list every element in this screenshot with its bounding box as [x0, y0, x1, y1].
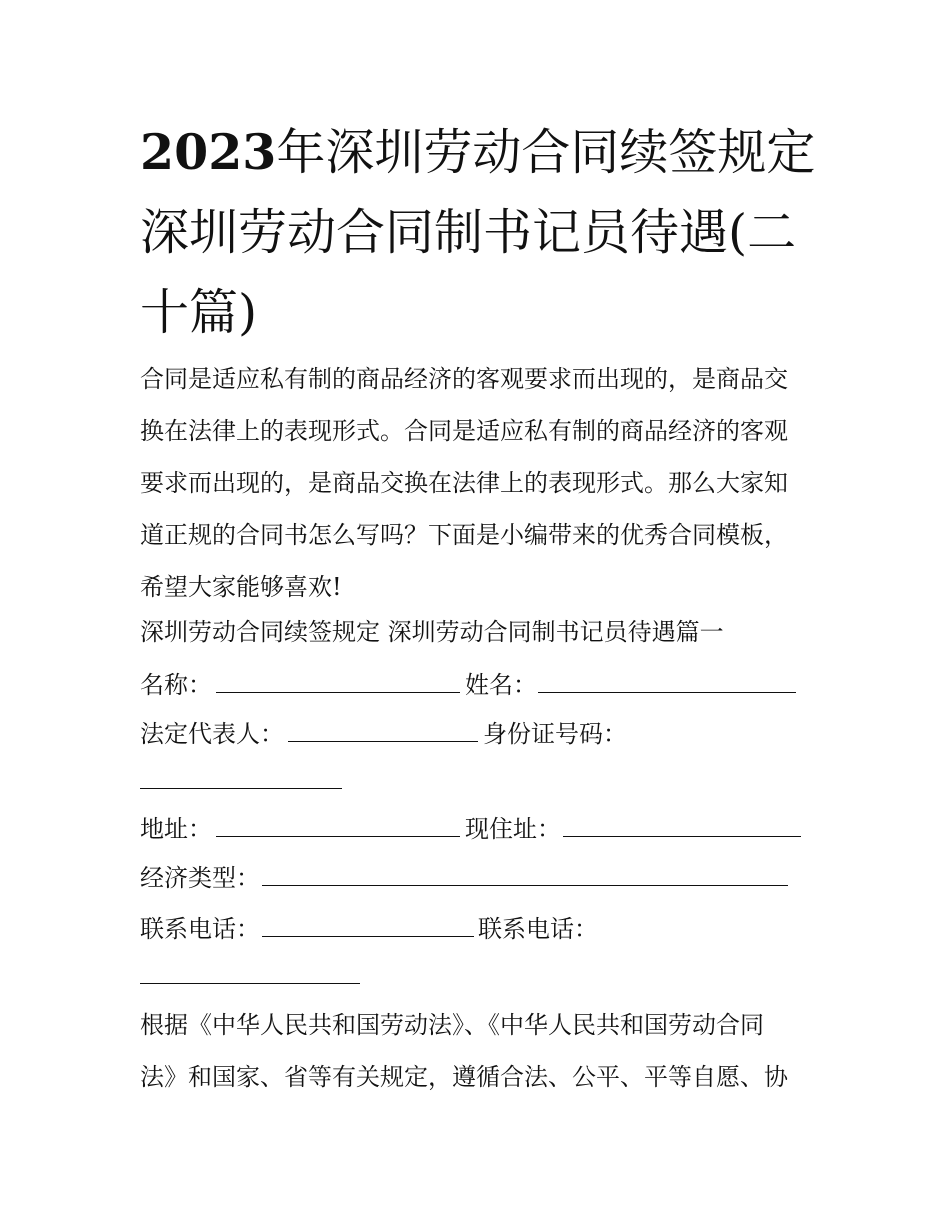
- section-heading: 深圳劳动合同续签规定 深圳劳动合同制书记员待遇篇一: [140, 618, 724, 646]
- legal-rep-blank[interactable]: [288, 741, 478, 742]
- economic-type-blank[interactable]: [262, 885, 788, 886]
- document-title: [140, 112, 820, 353]
- current-address-label: 现住址：: [465, 815, 561, 843]
- id-label: 身份证号码：: [483, 720, 627, 748]
- intro-line: 道正规的合同书怎么写吗？下面是小编带来的优秀合同模板，: [140, 521, 788, 549]
- id-blank[interactable]: [140, 788, 342, 789]
- body-line: 法》和国家、省等有关规定，遵循合法、公平、平等自愿、协: [140, 1063, 788, 1091]
- name-blank[interactable]: [216, 692, 460, 693]
- current-address-blank[interactable]: [563, 836, 801, 837]
- address-label: 地址：: [140, 815, 212, 843]
- phone2-blank[interactable]: [140, 983, 360, 984]
- phone2-label: 联系电话：: [478, 915, 598, 943]
- intro-paragraph: [140, 353, 830, 613]
- title-line-1: [140, 112, 820, 193]
- economic-type-label: 经济类型：: [140, 864, 260, 892]
- phone-label: 联系电话：: [140, 915, 260, 943]
- surname-blank[interactable]: [538, 692, 796, 693]
- title-line-1-text: 年深圳劳动合同续签规定: [276, 124, 816, 181]
- body-paragraph: [140, 999, 830, 1103]
- phone-blank[interactable]: [262, 936, 474, 937]
- surname-label: 姓名：: [465, 671, 537, 699]
- legal-rep-label: 法定代表人：: [140, 720, 284, 748]
- address-blank[interactable]: [216, 836, 460, 837]
- body-line: 根据《中华人民共和国劳动法》、《中华人民共和国劳动合同: [140, 1011, 764, 1039]
- title-year: 2023: [140, 123, 277, 181]
- intro-line: 希望大家能够喜欢!: [140, 573, 342, 601]
- intro-line: 要求而出现的，是商品交换在法律上的表现形式。那么大家知: [140, 469, 788, 497]
- intro-line: 合同是适应私有制的商品经济的客观要求而出现的，是商品交: [140, 365, 788, 393]
- name-label: 名称：: [140, 671, 212, 699]
- intro-line: 换在法律上的表现形式。合同是适应私有制的商品经济的客观: [140, 417, 788, 445]
- title-line-3: 十篇): [140, 284, 258, 341]
- title-line-2: 深圳劳动合同制书记员待遇(二: [140, 204, 797, 261]
